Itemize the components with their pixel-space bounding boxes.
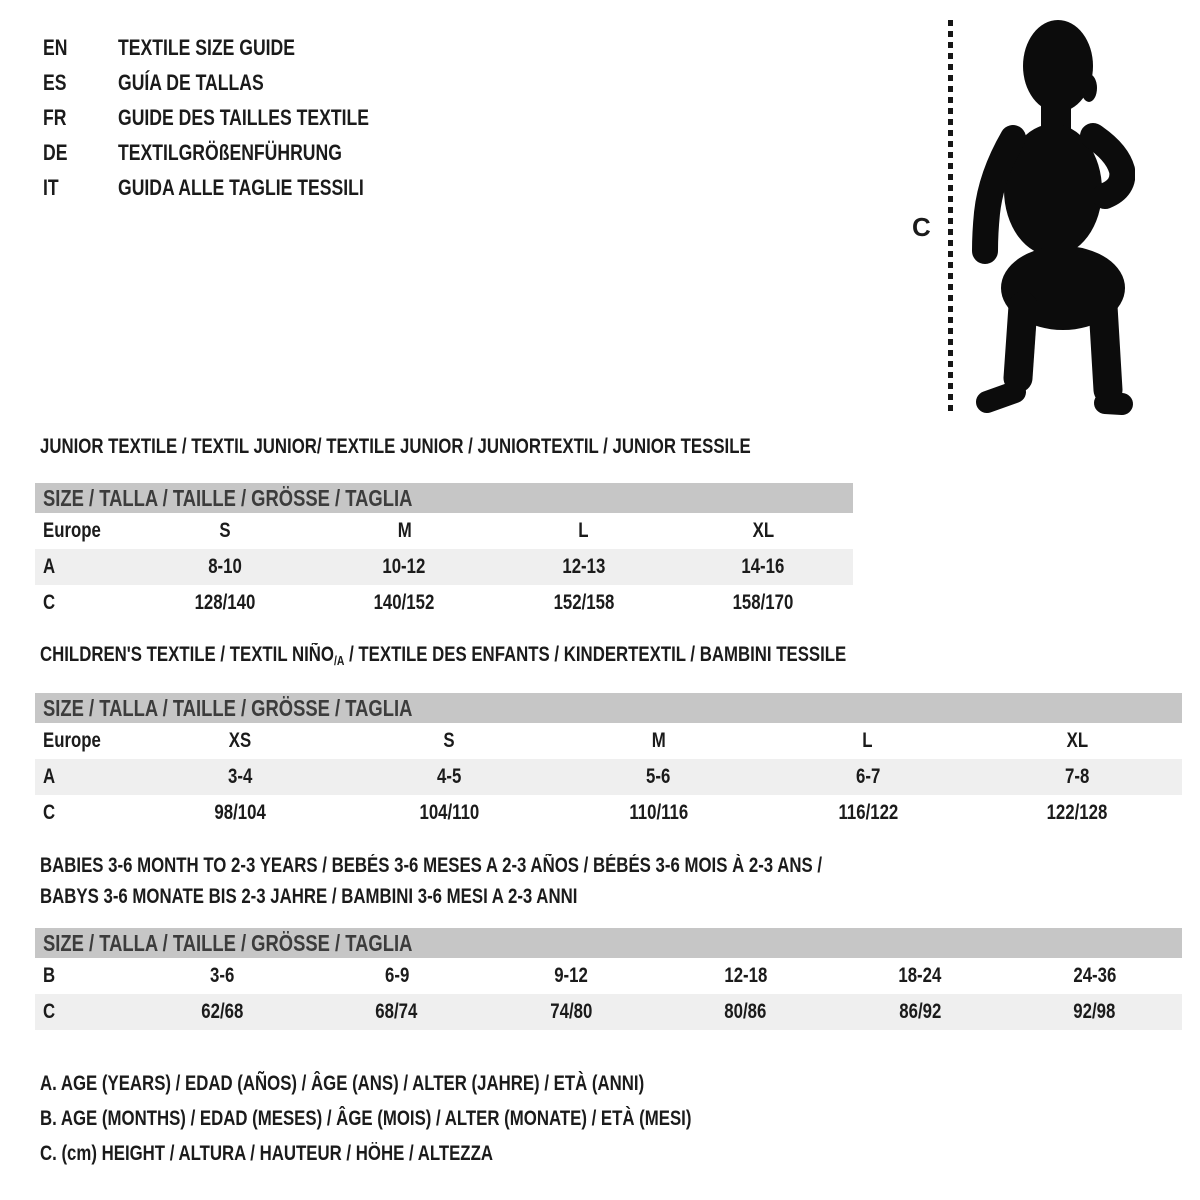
children-table-title: CHILDREN'S TEXTILE / TEXTIL NIÑO/A / TEXTILE DES ENFANTS / KINDERTEXTIL / BAMBINI TESSILE <box>40 643 847 669</box>
language-code: ES <box>43 69 67 95</box>
footnotes <box>40 1066 854 1171</box>
language-row-en <box>43 30 432 65</box>
row-label-cell: Europe <box>43 729 101 752</box>
table-row-height <box>35 994 1182 1030</box>
footnote-b: B. AGE (MONTHS) / EDAD (MESES) / ÂGE (MOIS) / ALTER (MONATE) / ETÀ (MESI) <box>40 1107 692 1130</box>
table-row-age <box>35 549 853 585</box>
size-value-cell: 12-18 <box>724 964 768 987</box>
table-row-europe <box>35 513 853 549</box>
size-header-bar: SIZE / TALLA / TAILLE / GRÖSSE / TAGLIA <box>35 483 853 513</box>
size-value-cell: 98/104 <box>214 801 266 824</box>
language-code: EN <box>43 34 68 60</box>
table-row-europe <box>35 723 1182 759</box>
language-title: GUIDE DES TAILLES TEXTILE <box>118 104 369 130</box>
size-value-cell: M <box>651 729 666 752</box>
table-row-height <box>35 585 853 621</box>
size-value-cell: L <box>578 519 589 542</box>
nino-a-subscript: /A <box>333 653 345 669</box>
size-value-cell: 14-16 <box>741 555 785 578</box>
size-value-cell: 9-12 <box>554 964 589 987</box>
babies-size-table <box>35 928 1182 1030</box>
table-row-height <box>35 795 1182 831</box>
size-value-cell: 128/140 <box>194 591 256 614</box>
row-label-cell: B <box>43 964 56 987</box>
language-title: GUIDA ALLE TAGLIE TESSILI <box>118 174 364 200</box>
size-value-cell: 140/152 <box>373 591 435 614</box>
size-value-cell: 5-6 <box>646 765 671 788</box>
height-measure-dashed-line <box>948 20 953 416</box>
language-title: TEXTILGRÖßENFÜHRUNG <box>118 139 342 165</box>
language-code: FR <box>43 104 67 130</box>
language-row-de <box>43 135 432 170</box>
row-label-cell: A <box>43 555 56 578</box>
size-value-cell: 116/122 <box>837 801 898 824</box>
size-value-cell: 68/74 <box>375 1000 418 1023</box>
size-value-cell: 8-10 <box>207 555 242 578</box>
size-value-cell: 122/128 <box>1046 801 1108 824</box>
size-value-cell: 12-13 <box>562 555 606 578</box>
size-value-cell: 152/158 <box>553 591 615 614</box>
size-value-cell: 104/110 <box>419 801 479 824</box>
size-value-cell: 92/98 <box>1073 1000 1116 1023</box>
language-row-es <box>43 65 432 100</box>
language-code: DE <box>43 139 68 165</box>
size-value-cell: XL <box>1066 729 1089 752</box>
size-value-cell: 3-6 <box>210 964 235 987</box>
size-value-cell: S <box>219 519 231 542</box>
size-value-cell: 86/92 <box>899 1000 942 1023</box>
language-title: TEXTILE SIZE GUIDE <box>118 34 295 60</box>
size-value-cell: 74/80 <box>550 1000 593 1023</box>
language-row-fr <box>43 100 432 135</box>
size-value-cell: 80/86 <box>724 1000 767 1023</box>
row-label-cell: C <box>43 1000 56 1023</box>
size-value-cell: 6-7 <box>855 765 881 788</box>
table-row-age <box>35 759 1182 795</box>
size-value-cell: 7-8 <box>1065 765 1090 788</box>
size-value-cell: 62/68 <box>201 1000 244 1023</box>
size-value-cell: 10-12 <box>382 555 426 578</box>
toddler-silhouette-icon <box>965 18 1135 418</box>
language-title: GUÍA DE TALLAS <box>118 69 264 95</box>
junior-table-title: JUNIOR TEXTILE / TEXTIL JUNIOR/ TEXTILE JUNIOR / JUNIORTEXTIL / JUNIOR TESSILE <box>40 435 751 458</box>
size-value-cell: 18-24 <box>898 964 942 987</box>
height-measure-label: C <box>912 212 931 242</box>
babies-table-title: BABIES 3-6 MONTH TO 2-3 YEARS / BEBÉS 3-6 MESES A 2-3 AÑOS / BÉBÉS 3-6 MOIS À 2-3 ANS / BABYS 3-6 MONATE BIS 2-3 JAHRE / BAMBINI 3-6 MESI A 2-3 ANNI <box>40 854 823 908</box>
size-value-cell: 6-9 <box>384 964 409 987</box>
size-value-cell: M <box>397 519 412 542</box>
language-row-it <box>43 170 432 205</box>
size-value-cell: 110/116 <box>629 801 688 824</box>
size-header-bar: SIZE / TALLA / TAILLE / GRÖSSE / TAGLIA <box>35 928 1182 958</box>
size-header-bar: SIZE / TALLA / TAILLE / GRÖSSE / TAGLIA <box>35 693 1182 723</box>
row-label-cell: C <box>43 801 56 824</box>
table-row-age-months <box>35 958 1182 994</box>
footnote-a: A. AGE (YEARS) / EDAD (AÑOS) / ÂGE (ANS) / ALTER (JAHRE) / ETÀ (ANNI) <box>40 1072 645 1095</box>
size-value-cell: 3-4 <box>227 765 252 788</box>
language-code: IT <box>43 174 59 200</box>
row-label-cell: A <box>43 765 56 788</box>
size-value-cell: L <box>862 729 874 752</box>
size-value-cell: S <box>443 729 455 752</box>
row-label-cell: Europe <box>43 519 101 542</box>
junior-size-table <box>35 483 853 621</box>
size-value-cell: XL <box>752 519 774 542</box>
footnote-c: C. (cm) HEIGHT / ALTURA / HAUTEUR / HÖHE / ALTEZZA <box>40 1142 493 1165</box>
size-value-cell: 158/170 <box>732 591 794 614</box>
children-size-table <box>35 693 1182 831</box>
size-value-cell: 4-5 <box>436 765 462 788</box>
language-legend <box>43 30 432 205</box>
size-value-cell: XS <box>228 729 251 752</box>
size-value-cell: 24-36 <box>1073 964 1117 987</box>
row-label-cell: C <box>43 591 56 614</box>
